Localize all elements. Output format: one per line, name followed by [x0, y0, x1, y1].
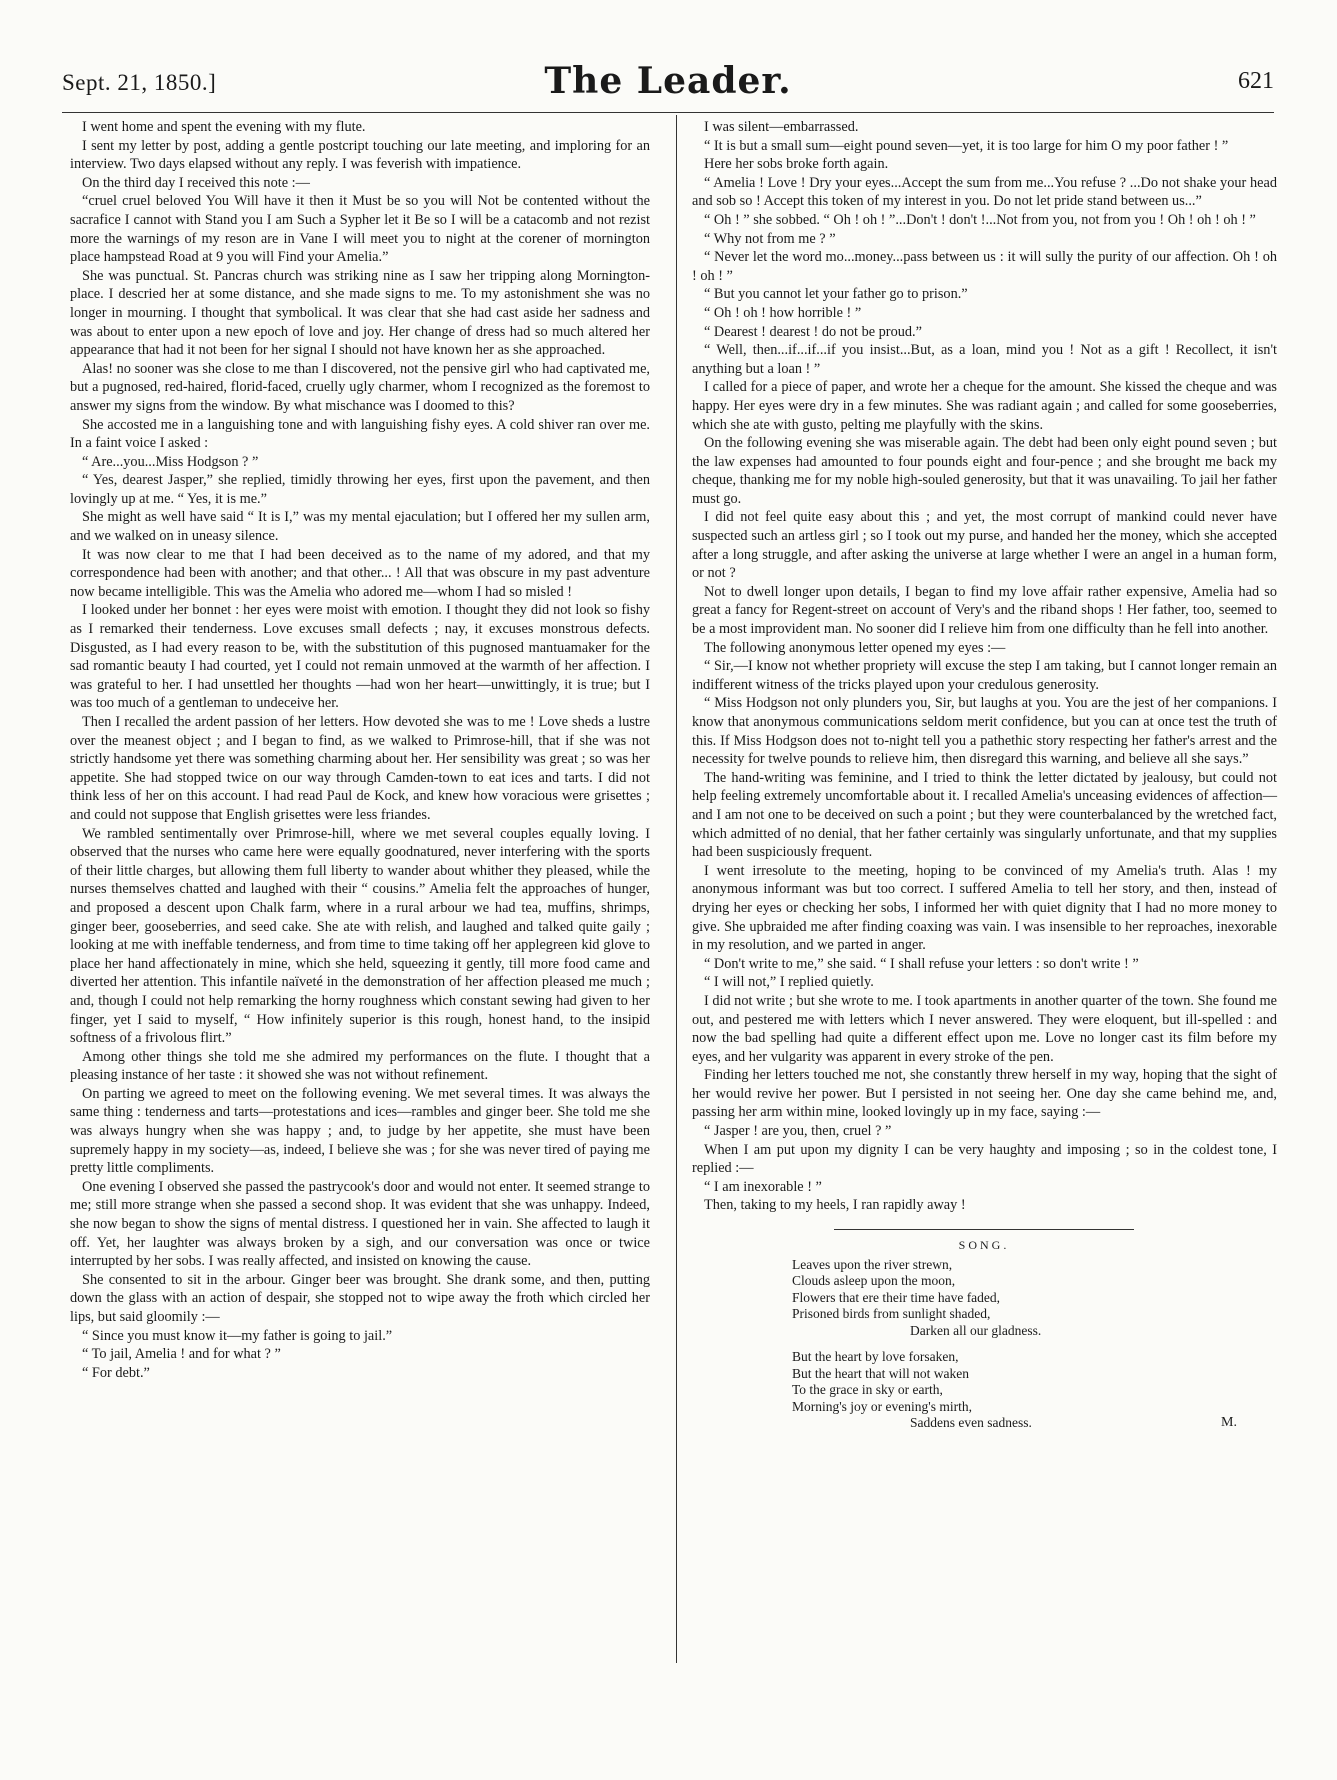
author-signature: M. — [1221, 1414, 1237, 1430]
issue-date: Sept. 21, 1850.] — [62, 70, 217, 95]
paragraph: “ Dearest ! dearest ! do not be proud.” — [704, 323, 922, 340]
verse-line: Darken all our gladness. — [910, 1322, 1042, 1338]
paragraph: “ Oh ! ” she sobbed. “ Oh ! oh ! ”...Don't ! don't !...Not from you, not from you ! Oh ! oh ! oh ! ” — [704, 211, 1256, 228]
paragraph: I sent my letter by post, adding a gentle postcript touching our late meeting, and imploring for an interview. Two days elapsed without any reply. I was feverish with impatience. — [70, 137, 650, 173]
paragraph: “ Oh ! oh ! how horrible ! ” — [704, 304, 862, 321]
paragraph: I did not write ; but she wrote to me. I took apartments in another quarter of the town. She found me out, and pestered me with letters which I never answered. They were eloquent, but ill-spelled : and now the bad spelling had quite a different effect upon me. Love no longer cast its film before my eyes, and her vulgarity was apparent in every stroke of the pen. — [692, 992, 1277, 1065]
paragraph: One evening I observed she passed the pastrycook's door and would not enter. It seemed strange to me; still more strange when she passed a second shop. It was evident that she was unhappy. Indeed, she now began to show the signs of mental distress. I questioned her in vain. She affected to laugh it off. Yet, her laughter was always broken by a sigh, and our conversation was once or twice interrupted by her sobs. I was really affected, and insisted on knowing the cause. — [70, 1178, 650, 1270]
paragraph: “ Yes, dearest Jasper,” she replied, timidly throwing her eyes, first upon the pavement, and then lovingly up at me. “ Yes, it is me.” — [70, 472, 650, 507]
verse-line: But the heart by love forsaken, — [792, 1349, 959, 1365]
paragraph: Not to dwell longer upon details, I began to find my love affair rather expensive, Amelia had so great a fancy for Regent-street on account of Very's and the riband shops ! Her father, too, seemed to be a most improvident man. No sooner did I relieve him from one difficulty than he fell into another. — [692, 583, 1277, 638]
paragraph: “ Sir,—I know not whether propriety will excuse the step I am taking, but I cannot longer remain an indifferent witness of the tricks played upon your credulous generosity. — [692, 658, 1277, 693]
header-rule — [62, 112, 1274, 113]
paragraph: It was now clear to me that I had been deceived as to the name of my adored, and that my correspondence had been with another; and that other... ! All that was obscure in my past adventure now became intelligible. This was the Amelia who adored me—whom I had so misled ! — [70, 546, 650, 600]
song-verse — [792, 1257, 1277, 1340]
paragraph: We rambled sentimentally over Primrose-hill, where we met several couples equally loving. I observed that the nurses who came here were equally goodnatured, never interfering with the sports of their little charges, but allowing them full liberty to wander about whither they pleased, while the nurses themselves chatted and laughed with their “ cousins.” Amelia felt the approaches of hunger, and proposed a descent upon Chalk farm, where in a rural arbour we had tea, muffins, shrimps, ginger beer, gooseberries, and seed cake. She ate with relish, and laughed and talked quite gaily ; looking at me with ineffable tenderness, and from time to time taking off her applegreen kid glove to place her hand affectionately in mine, which she held, squeezing it gently, till more food came and diverted her attention. This infantile naïveté in the demonstration of her affection pleased me much ; and, though I could not help remarking the horny roughness which constant sewing had given to her finger, yet I said to myself, “ How infinitely superior is this rough, honest hand, to the insipid softness of a frivolous flirt.” — [70, 825, 650, 1047]
paragraph: The following anonymous letter opened my eyes :— — [704, 639, 1006, 656]
verse-line: Flowers that ere their time have faded, — [792, 1289, 1001, 1305]
paragraph: She was punctual. St. Pancras church was striking nine as I saw her tripping along Mornington-place. I descried her at some distance, and she made signs to me. To my astonishment she was no longer in mourning. I thought that symbolical. It was clear that she had cast aside her sadness and was about to enter upon a new epoch of love and joy. Her change of dress had so much altered her appearance that had it not been for her signal I should not have known her as she approached. — [70, 267, 650, 359]
paragraph: “ Jasper ! are you, then, cruel ? ” — [704, 1123, 892, 1140]
page-header — [62, 60, 1274, 106]
paragraph: I went irresolute to the meeting, hoping to be convinced of my Amelia's truth. Alas ! my anonymous informant was but too correct. I suffered Amelia to tell her story, and then, instead of drying her eyes or checking her sobs, I informed her with quiet dignity that I had no more money to give. She upbraided me after finding coaxing was vain. I was insensible to her reproaches, inexorable in my resolution, and we parted in anger. — [692, 862, 1277, 954]
paragraph: “cruel cruel beloved You Will have it then it Must be so you will Not be contented without the sacrafice I cannot with Stand you I am Such a Sypher let it Be so I will be a catacomb and not rezist more the warnings of my reson are in Vane I will meet you to night at the corener of mornington place hampstead Road at 9 you will Find your Amelia.” — [70, 193, 650, 266]
paragraph: “ Never let the word mo...money...pass between us : it will sully the purity of our affection. Oh ! oh ! oh ! ” — [692, 249, 1277, 284]
paragraph: The hand-writing was feminine, and I tried to think the letter dictated by jealousy, but could not help feeling extremely uncomfortable about it. I recalled Amelia's unceasing evidences of affection—and I am not one to be deceived on such a point ; but they were counterbalanced by the wretched fact, which admitted of no denial, that her father certainly was singularly unfortunate, and that my supplies had been suspiciously frequent. — [692, 769, 1277, 861]
paragraph: I looked under her bonnet : her eyes were moist with emotion. I thought they did not look so fishy as I remarked their tenderness. Love excuses small defects ; nay, it excuses monstrous defects. Disgusted, as I had every reason to be, with the substitution of this pugnosed mantuamaker for the sad romantic beauty I had courted, yet I could not remain unmoved at the warmth of her affection. I was grateful to her. I had unsettled her thoughts —had won her heart—unwittingly, it is true; but I was too much of a gentleman to undeceive her. — [70, 602, 650, 712]
paragraph: “ Miss Hodgson not only plunders you, Sir, but laughs at you. You are the jest of her companions. I know that anonymous communications seldom merit confidence, but you can at once test the truth of this. If Miss Hodgson does not to-night tell you a pathethic story respecting her father's arrest and the necessity for twelve pounds to relieve him, then disregard this warning, and believe all she says.” — [692, 695, 1277, 768]
paragraph: “ But you cannot let your father go to prison.” — [704, 286, 968, 303]
paragraph: Then, taking to my heels, I ran rapidly away ! — [704, 1197, 966, 1214]
paragraph: Then I recalled the ardent passion of her letters. How devoted she was to me ! Love sheds a lustre over the meanest object ; and I began to find, as we walked to Primrose-hill, that if she was not strictly handsome yet there was something charming about her. Her sensibility was great ; so was her appetite. She had stopped twice on our way through Camden-town to eat ices and tarts. I did not think less of her on this account. I had read Paul de Kock, and knew how voracious were grisettes ; and could not suppose that English grisettes were less friandes. — [70, 714, 650, 823]
paragraph: “ It is but a small sum—eight pound seven—yet, it is too large for him O my poor father ! ” — [704, 137, 1229, 154]
paragraph: “ Since you must know it—my father is going to jail.” — [82, 1327, 393, 1344]
paragraph: “ For debt.” — [82, 1364, 150, 1381]
paragraph: On the following evening she was miserable again. The debt had been only eight pound seven ; but the law expenses had amounted to four pounds eight and four-pence ; and she brought me back my cheque, thanking me for my noble high-souled generosity, but that it was unavailing. To jail her father must go. — [692, 435, 1277, 507]
paragraph: Finding her letters touched me not, she constantly threw herself in my way, hoping that the sight of her would revive her power. But I persisted in not seeing her. One day she came behind me, and, passing her arm within mine, looked lovingly up in my face, saying :— — [692, 1067, 1277, 1121]
verse-line: Leaves upon the river strewn, — [792, 1256, 953, 1272]
right-column — [692, 118, 1277, 1432]
paragraph: I called for a piece of paper, and wrote her a cheque for the amount. She kissed the cheque and was happy. Her eyes were dry in a few minutes. She was radiant again ; and called for some gooseberries, which she ate with gusto, pelting me playfully with the skins. — [692, 379, 1277, 433]
paragraph: When I am put upon my dignity I can be very haughty and imposing ; so in the coldest tone, I replied :— — [692, 1141, 1277, 1177]
paragraph: I did not feel quite easy about this ; and yet, the most corrupt of mankind could never have suspected such an artless girl ; so I took out my purse, and handed her the money, which she accepted after a long struggle, and after asking the universe at large whether I were an angel in a human form, or not ? — [692, 509, 1277, 582]
paragraph: “ Amelia ! Love ! Dry your eyes...Accept the sum from me...You refuse ? ...Do not shake your head and sob so ! Accept this token of my interest in you. Do not let pride stand between us...” — [692, 174, 1277, 210]
paragraph: I went home and spent the evening with my flute. — [82, 119, 366, 135]
left-column — [70, 118, 650, 1382]
paragraph: She might as well have said “ It is I,” was my mental ejaculation; but I offered her my sullen arm, and we walked on in uneasy silence. — [70, 509, 650, 545]
verse-line: To the grace in sky or earth, — [792, 1382, 943, 1398]
paragraph: “ Don't write to me,” she said. “ I shall refuse your letters : so don't write ! ” — [704, 955, 1139, 972]
paragraph: She consented to sit in the arbour. Ginger beer was brought. She drank some, and then, putting down the glass with an action of despair, she stopped not to wipe away the froth which circled her lips, but said gloomily :— — [70, 1271, 650, 1325]
page-number: 621 — [1238, 68, 1274, 94]
paragraph: On parting we agreed to meet on the following evening. We met several times. It was always the same thing : tenderness and tarts—protestations and ices—rambles and ginger beer. She told me she was always hungry when she was happy ; and, to judge by her appetite, she must have been supremely happy in my society—as, indeed, I believe she was ; for she was never tired of paying me pretty little compliments. — [70, 1085, 650, 1177]
paragraph: “ To jail, Amelia ! and for what ? ” — [82, 1346, 281, 1363]
paragraph: She accosted me in a languishing tone and with languishing fishy eyes. A cold shiver ran over me. In a faint voice I asked : — [70, 416, 650, 452]
paragraph: “ I am inexorable ! ” — [704, 1178, 822, 1195]
paragraph: “ Why not from me ? ” — [704, 230, 836, 247]
paragraph: Here her sobs broke forth again. — [704, 156, 889, 173]
column-divider — [676, 115, 677, 1663]
paragraph: On the third day I received this note :— — [82, 174, 310, 191]
verse-line: Clouds asleep upon the moon, — [792, 1273, 956, 1289]
paragraph: “ I will not,” I replied quietly. — [704, 974, 874, 991]
song-title: SONG. — [958, 1238, 1010, 1253]
verse-line: Morning's joy or evening's mirth, — [792, 1398, 972, 1414]
paragraph: I was silent—embarrassed. — [704, 119, 859, 135]
verse-line: Saddens even sadness. — [910, 1415, 1032, 1431]
verse-line: Prisoned birds from sunlight shaded, — [792, 1306, 991, 1322]
song-section — [834, 1229, 1134, 1255]
paragraph: Alas! no sooner was she close to me than I discovered, not the pensive girl who had captivated me, but a pugnosed, red-haired, florid-faced, cruelly ugly charmer, whom I recognized as the foremost to answer my signs from the window. By what mischance was I doomed to this? — [70, 360, 650, 414]
paragraph: “ Are...you...Miss Hodgson ? ” — [82, 453, 259, 470]
masthead-title: The Leader. — [544, 60, 792, 102]
paragraph: Among other things she told me she admired my performances on the flute. I thought that a pleasing instance of her taste : it showed she was not without refinement. — [70, 1048, 650, 1084]
paragraph: “ Well, then...if...if...if you insist...But, as a loan, mind you ! Not as a gift ! Recollect, it isn't anything but a loan ! ” — [692, 342, 1277, 377]
verse-line: But the heart that will not waken — [792, 1365, 969, 1381]
